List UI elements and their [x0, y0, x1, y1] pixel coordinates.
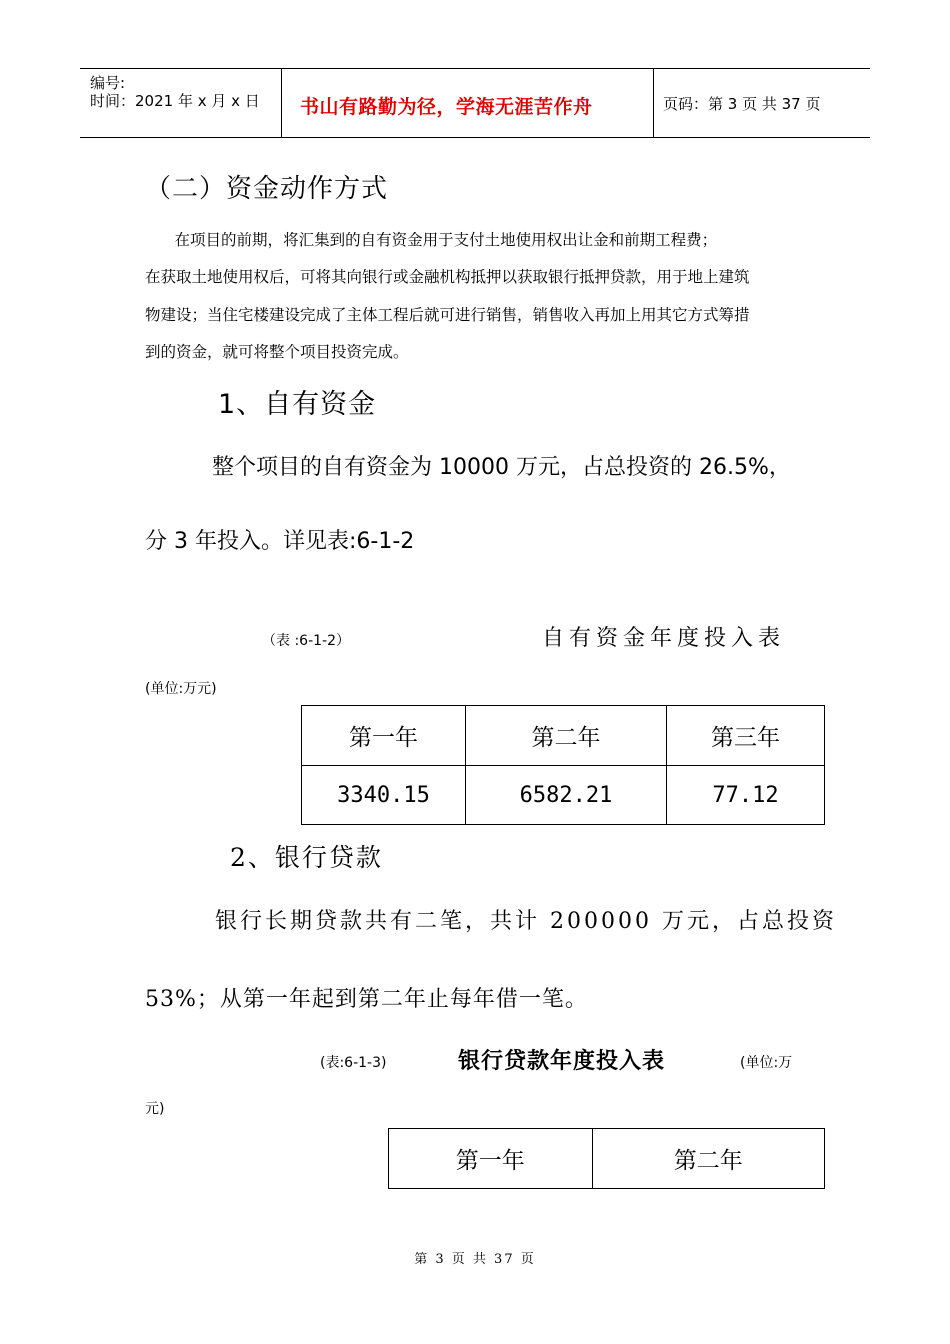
header-page-info: 页码：第 3 页 共 37 页 — [663, 95, 821, 113]
intro-line: 物建设；当住宅楼建设完成了主体工程后就可进行销售，销售收入再加上用其它方式筹措 — [145, 306, 750, 324]
own-funds-line2: 分 3 年投入。详见表:6-1-2 — [145, 529, 415, 554]
table-header-cell: 第二年 — [466, 706, 667, 766]
table-title: 自有资金年度投入表 — [542, 626, 786, 651]
own-funds-line1: 整个项目的自有资金为 10000 万元，占总投资的 26.5%， — [212, 455, 791, 480]
own-funds-table — [301, 705, 825, 825]
intro-line: 到的资金，就可将整个项目投资完成。 — [145, 343, 409, 361]
table-cell: 77.12 — [667, 766, 825, 825]
table-header-cell: 第二年 — [592, 1129, 824, 1189]
section-title: （二）资金动作方式 — [145, 174, 389, 204]
table-row — [302, 766, 825, 825]
serial-label: 编号: — [90, 74, 126, 92]
bank-loans-table — [388, 1128, 825, 1189]
table-cell: 3340.15 — [302, 766, 466, 825]
bank-loans-line2: 53%；从第一年起到第二年止每年借一笔。 — [145, 987, 588, 1012]
table-unit: (单位:万 — [740, 1055, 793, 1071]
table-caption: （表 :6-1-2） — [262, 633, 350, 649]
header-motto: 书山有路勤为径，学海无涯苦作舟 — [300, 96, 593, 118]
intro-line: 在获取土地使用权后，可将其向银行或金融机构抵押以获取银行抵押贷款，用于地上建筑 — [145, 268, 750, 286]
table-unit-cont: 元) — [145, 1101, 165, 1117]
table-header-cell: 第一年 — [389, 1129, 593, 1189]
header-divider — [653, 69, 654, 137]
bank-loans-line1: 银行长期贷款共有二笔，共计 200000 万元，占总投资 — [215, 909, 837, 934]
table-cell: 6582.21 — [466, 766, 667, 825]
bank-loans-heading: 2、银行贷款 — [230, 843, 383, 872]
table-header-cell: 第一年 — [302, 706, 466, 766]
table-caption: (表:6-1-3) — [320, 1055, 387, 1071]
table-header-row — [389, 1129, 825, 1189]
table-header-row — [302, 706, 825, 766]
page-footer: 第 3 页 共 37 页 — [414, 1252, 536, 1267]
table-title: 银行贷款年度投入表 — [458, 1049, 666, 1074]
time-label: 时间：2021 年 x 月 x 日 — [90, 92, 260, 110]
intro-line: 在项目的前期，将汇集到的自有资金用于支付土地使用权出让金和前期工程费； — [145, 231, 718, 249]
own-funds-heading: 1、自有资金 — [218, 389, 377, 420]
table-unit: (单位:万元) — [145, 681, 217, 697]
header-divider — [281, 69, 282, 137]
table-header-cell: 第三年 — [667, 706, 825, 766]
